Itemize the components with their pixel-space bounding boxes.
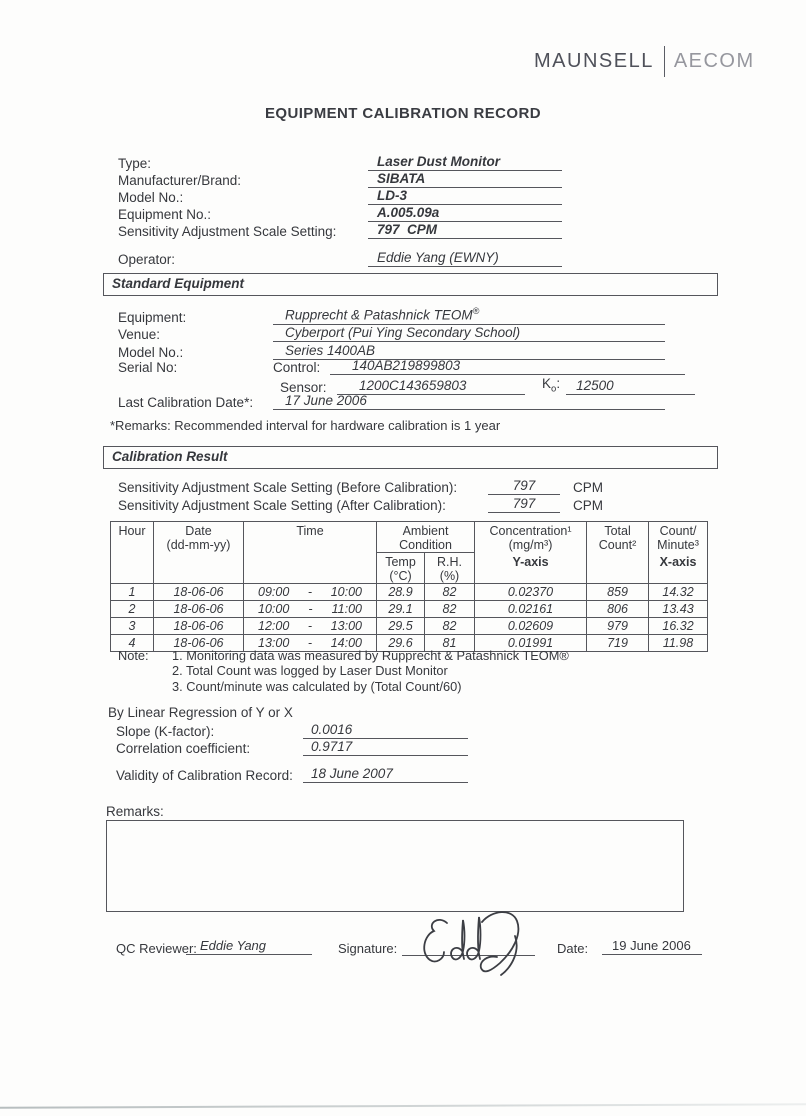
field-venue (118, 325, 665, 342)
notes-block (118, 648, 569, 694)
field-value: 17 June 2006 (273, 393, 665, 410)
hardware-calibration-note: *Remarks: Recommended interval for hardware calibration is 1 year (110, 418, 501, 433)
cell-total-count: 979 (587, 618, 649, 635)
field-label: Type: (118, 156, 152, 171)
cell-time (244, 601, 377, 618)
time-dash: - (307, 584, 313, 599)
cell-hour: 3 (111, 618, 154, 635)
col-header-temp (377, 553, 425, 584)
field-label: Model No.: (118, 190, 184, 205)
qc-reviewer-value: Eddie Yang (186, 938, 312, 955)
page-title: EQUIPMENT CALIBRATION RECORD (265, 105, 541, 122)
header-text: R.H. (437, 555, 462, 569)
col-header-total-count (587, 522, 649, 584)
field-serial-sensor (280, 376, 695, 395)
section-header-standard-equipment: Standard Equipment (103, 273, 718, 296)
time-start: 09:00 (258, 584, 290, 599)
k0-subscript: o (551, 383, 557, 395)
header-text: Date (185, 524, 212, 538)
field-value: 0.9717 (303, 739, 468, 756)
col-header-ambient (377, 522, 475, 553)
regression-heading: By Linear Regression of Y or X (108, 705, 293, 720)
field-value-text: Rupprecht & Patashnick TEOM (285, 307, 473, 323)
field-value: SIBATA (368, 171, 562, 188)
field-std-equipment (118, 306, 665, 325)
col-header-count-minute (649, 522, 708, 584)
field-label: Sensitivity Adjustment Scale Setting: (118, 224, 337, 239)
cell-count-minute: 16.32 (649, 618, 708, 635)
col-header-hour (111, 522, 154, 584)
field-value: 797 (488, 496, 560, 513)
cell-concentration: 0.02609 (475, 618, 587, 635)
cell-count-minute: 14.32 (649, 584, 708, 601)
field-label: Sensitivity Adjustment Scale Setting (After Calibration): (118, 498, 446, 513)
time-start: 12:00 (258, 618, 290, 633)
note-items (172, 648, 569, 694)
cell-hour: 1 (111, 584, 154, 601)
scan-edge-artifact (0, 1103, 806, 1109)
time-dash: - (307, 618, 313, 633)
header-text: Time (296, 524, 324, 538)
col-header-time (244, 522, 377, 584)
field-value: 797 CPM (368, 222, 562, 239)
cell-rh: 81 (425, 635, 475, 652)
cell-total-count: 806 (587, 601, 649, 618)
field-label: Serial No: (118, 360, 178, 375)
cell-concentration: 0.02161 (475, 601, 587, 618)
cell-time (244, 584, 377, 601)
handwritten-signature (414, 906, 538, 978)
cell-temp: 29.6 (377, 635, 425, 652)
time-end: 10:00 (330, 584, 362, 599)
field-sensitivity-setting (118, 222, 562, 239)
validity-row (116, 766, 468, 783)
control-label: Control: (273, 360, 321, 375)
company-logo (534, 46, 755, 77)
field-value: 18 June 2007 (303, 766, 468, 783)
field-label: Last Calibration Date*: (118, 395, 254, 410)
field-value: Cyberport (Pui Ying Secondary School) (273, 325, 665, 342)
cell-count-minute: 11.98 (649, 635, 708, 652)
cell-rh: 82 (425, 584, 475, 601)
cell-temp: 28.9 (377, 584, 425, 601)
sensitivity-after-row (118, 496, 603, 513)
time-start: 13:00 (258, 635, 290, 650)
slope-row (116, 722, 468, 739)
field-label: Correlation coefficient: (116, 741, 251, 756)
field-value: 797 (488, 478, 560, 495)
table-row (111, 618, 708, 635)
header-text: Minute³ (657, 538, 699, 552)
cell-temp: 29.1 (377, 601, 425, 618)
field-label: Operator: (118, 252, 176, 267)
time-end: 14:00 (330, 635, 362, 650)
cell-date: 18-06-06 (154, 584, 244, 601)
header-text: Concentration¹ (489, 524, 572, 538)
cell-total-count: 719 (587, 635, 649, 652)
col-header-rh (425, 553, 475, 584)
cell-hour: 2 (111, 601, 154, 618)
field-label: Slope (K-factor): (116, 724, 215, 739)
note-item: 2. Total Count was logged by Laser Dust Monitor (172, 663, 448, 679)
table-row (111, 584, 708, 601)
field-label: Model No.: (118, 345, 184, 360)
cell-date: 18-06-06 (154, 601, 244, 618)
cell-rh: 82 (425, 601, 475, 618)
header-text: Condition (399, 538, 452, 552)
x-axis-label: X-axis (659, 555, 697, 569)
header-text: (%) (439, 569, 460, 583)
field-value: Eddie Yang (EWNY) (368, 250, 562, 267)
y-axis-label: Y-axis (512, 555, 549, 569)
cell-concentration: 0.02370 (475, 584, 587, 601)
logo-divider (664, 46, 665, 77)
note-label: Note: (118, 648, 149, 663)
header-text: Total (604, 524, 631, 538)
section-header-calibration-result: Calibration Result (103, 446, 718, 469)
k0-value: 12500 (566, 378, 695, 395)
unit-label: CPM (573, 480, 603, 495)
header-text: Count/ (659, 524, 697, 538)
cell-hour: 4 (111, 635, 154, 652)
header-text: Ambient (402, 524, 449, 538)
header-text: (dd-mm-yy) (166, 538, 231, 552)
field-model-no (118, 188, 562, 205)
header-text: Hour (118, 524, 146, 538)
field-label: Manufacturer/Brand: (118, 173, 242, 188)
cell-temp: 29.5 (377, 618, 425, 635)
registered-mark: ® (472, 306, 480, 316)
maunsell-logo-text: MAUNSELL (534, 50, 654, 72)
time-end: 11:00 (331, 601, 362, 616)
correlation-row (116, 739, 468, 756)
col-header-concentration (475, 522, 587, 584)
cell-rh: 82 (425, 618, 475, 635)
remarks-label: Remarks: (106, 804, 164, 819)
time-dash: - (308, 601, 313, 616)
k0-colon: : (556, 376, 561, 391)
header-text: (°C) (389, 569, 412, 583)
calibration-data-table (110, 521, 708, 652)
cell-time (244, 618, 377, 635)
field-last-calibration-date (118, 393, 665, 410)
header-text: Count² (598, 538, 637, 552)
date-value: 19 June 2006 (602, 938, 702, 955)
k0-label (542, 376, 560, 395)
field-value: LD-3 (368, 188, 562, 205)
k0-base: K (542, 376, 552, 391)
time-start: 10:00 (258, 601, 290, 616)
field-value (273, 306, 665, 325)
time-end: 13:00 (330, 618, 362, 633)
cell-date: 18-06-06 (154, 635, 244, 652)
note-item: 1. Monitoring data was measured by Rupprecht & Patashnick TEOM® (172, 648, 569, 663)
field-equipment-no (118, 205, 562, 222)
field-label: Equipment No.: (118, 207, 212, 222)
header-text: (mg/m³) (508, 538, 553, 552)
date-label: Date: (557, 941, 589, 956)
field-serial-control (118, 358, 685, 375)
cell-total-count: 859 (587, 584, 649, 601)
field-type (118, 154, 562, 171)
field-manufacturer (118, 171, 562, 188)
field-value: 0.0016 (303, 722, 468, 739)
field-label: Sensitivity Adjustment Scale Setting (Before Calibration): (118, 480, 458, 495)
cell-date: 18-06-06 (154, 618, 244, 635)
field-operator (118, 250, 562, 267)
field-value: Laser Dust Monitor (368, 154, 562, 171)
time-dash: - (307, 635, 313, 650)
sensor-value: 1200C143659803 (337, 378, 525, 395)
remarks-box (106, 820, 684, 912)
signature-label: Signature: (338, 941, 398, 956)
field-value: Series 1400AB (273, 343, 665, 360)
field-label: Equipment: (118, 309, 187, 325)
cell-count-minute: 13.43 (649, 601, 708, 618)
col-header-date (154, 522, 244, 584)
field-label: Validity of Calibration Record: (116, 768, 293, 783)
unit-label: CPM (573, 498, 603, 513)
cell-concentration: 0.01991 (475, 635, 587, 652)
note-item: 3. Count/minute was calculated by (Total Count/60) (172, 678, 462, 694)
table-row (111, 601, 708, 618)
field-label: Venue: (118, 327, 161, 342)
sensitivity-before-row (118, 478, 603, 495)
field-value: A.005.09a (368, 205, 562, 222)
aecom-logo-text: AECOM (673, 50, 755, 72)
sensor-label: Sensor: (280, 379, 327, 395)
header-text: Temp (385, 555, 416, 569)
control-value: 140AB219899803 (330, 358, 685, 375)
qc-reviewer-label: QC Reviewer: (116, 941, 197, 956)
